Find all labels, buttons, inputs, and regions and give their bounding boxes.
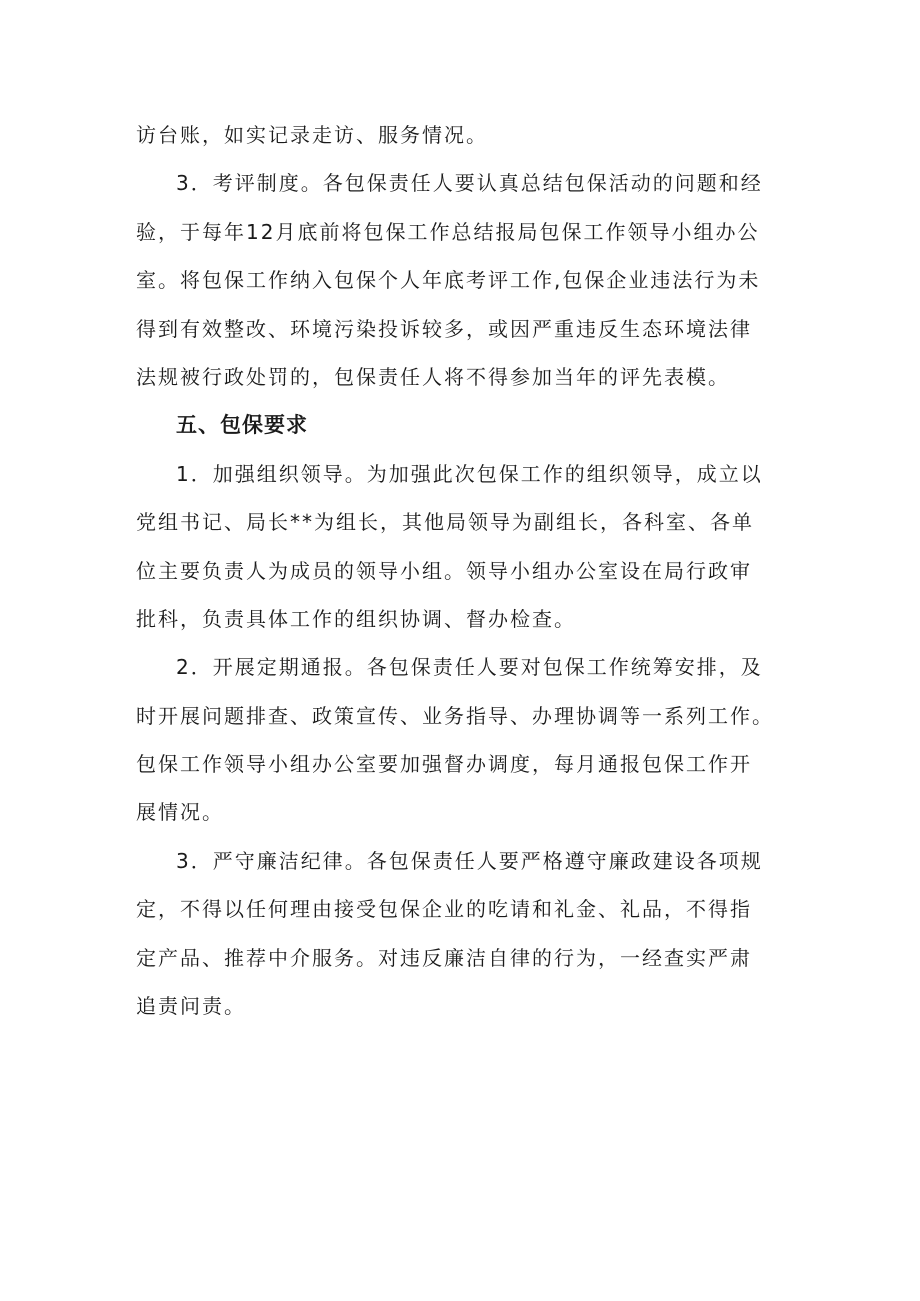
paragraph-line: 室。将包保工作纳入包保个人年底考评工作,包保企业违法行为未 (136, 268, 761, 293)
paragraph-line: 定，不得以任何理由接受包保企业的吃请和礼金、礼品，不得指 (136, 897, 752, 922)
document-body (136, 111, 792, 1030)
paragraph-line: 2．开展定期通报。各包保责任人要对包保工作统筹安排，及 (176, 655, 763, 680)
paragraph-line: 党组书记、局长**为组长，其他局领导为副组长，各科室、各单 (136, 510, 754, 535)
paragraph-line: 位主要负责人为成员的领导小组。领导小组办公室设在局行政审 (136, 558, 752, 583)
paragraph-line: 3．严守廉洁纪律。各包保责任人要严格遵守廉政建设各项规 (176, 848, 763, 873)
paragraph-line: 得到有效整改、环境污染投诉较多，或因严重违反生态环境法律 (136, 316, 752, 341)
paragraph-line: 定产品、推荐中介服务。对违反廉洁自律的行为，一经查实严肃 (136, 945, 752, 970)
paragraph-line: 追责问责。 (136, 994, 246, 1019)
paragraph-line: 展情况。 (136, 800, 224, 825)
paragraph-line: 批科，负责具体工作的组织协调、督办检查。 (136, 606, 576, 631)
paragraph-line: 法规被行政处罚的，包保责任人将不得参加当年的评先表模。 (136, 364, 730, 389)
paragraph-line: 1．加强组织领导。为加强此次包保工作的组织领导，成立以 (176, 461, 763, 486)
paragraph-line: 3．考评制度。各包保责任人要认真总结包保活动的问题和经 (176, 171, 763, 196)
paragraph-line: 时开展问题排查、政策宣传、业务指导、办理协调等一系列工作。 (136, 703, 774, 728)
paragraph-line: 包保工作领导小组办公室要加强督办调度，每月通报包保工作开 (136, 752, 752, 777)
section-heading: 五、包保要求 (176, 413, 308, 438)
paragraph-line: 验，于每年12月底前将包保工作总结报局包保工作领导小组办公 (136, 219, 760, 244)
paragraph-line: 访台账，如实记录走访、服务情况。 (136, 123, 488, 147)
